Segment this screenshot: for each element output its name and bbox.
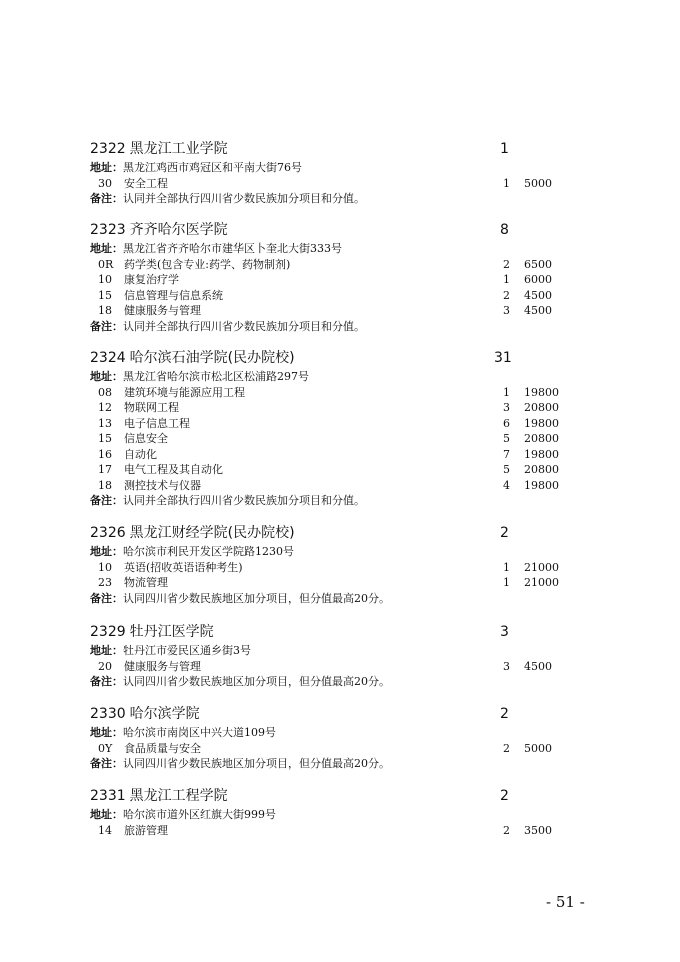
school-plan-count: 2 bbox=[500, 706, 509, 722]
school-code: 2331 bbox=[90, 788, 126, 804]
address-label: 地址： bbox=[90, 545, 123, 558]
address-text: 黑龙江鸡西市鸡冠区和平南大街76号 bbox=[123, 161, 302, 174]
address-line bbox=[90, 241, 590, 257]
major-plan: 5 bbox=[503, 432, 510, 445]
major-name: 信息管理与信息系统 bbox=[124, 288, 223, 302]
major-code: 10 bbox=[98, 560, 112, 574]
major-name: 物联网工程 bbox=[124, 401, 179, 414]
major-fee: 20800 bbox=[524, 463, 559, 476]
school-code: 2326 bbox=[90, 525, 126, 541]
school-header bbox=[90, 138, 590, 160]
school-block bbox=[90, 703, 590, 772]
address-text: 黑龙江省齐齐哈尔市建华区卜奎北大街333号 bbox=[123, 242, 342, 255]
major-fee: 19800 bbox=[524, 416, 559, 430]
school-header bbox=[90, 621, 590, 643]
major-fee: 19800 bbox=[524, 447, 559, 461]
major-code: 30 bbox=[98, 176, 112, 190]
major-code: 18 bbox=[98, 478, 112, 492]
note-text: 认同四川省少数民族地区加分项目，但分值最高20分。 bbox=[123, 757, 390, 770]
school-name: 黑龙江工业学院 bbox=[129, 141, 228, 157]
major-code: 12 bbox=[98, 401, 112, 414]
school-header bbox=[90, 522, 590, 544]
major-name: 旅游管理 bbox=[124, 823, 168, 837]
school-code: 2322 bbox=[90, 141, 126, 157]
school-code: 2323 bbox=[90, 222, 126, 238]
note-label: 备注： bbox=[90, 319, 123, 333]
major-name: 安全工程 bbox=[124, 176, 168, 190]
major-code: 14 bbox=[98, 823, 112, 837]
address-line bbox=[90, 369, 590, 385]
major-name: 建筑环境与能源应用工程 bbox=[124, 385, 245, 399]
major-row bbox=[90, 303, 590, 319]
major-name: 信息安全 bbox=[124, 432, 168, 445]
major-code: 18 bbox=[98, 304, 112, 317]
major-plan: 5 bbox=[503, 463, 510, 476]
note-line bbox=[90, 319, 590, 335]
major-fee: 6500 bbox=[524, 257, 552, 271]
major-plan: 1 bbox=[503, 176, 510, 190]
major-plan: 2 bbox=[503, 741, 510, 755]
major-row bbox=[90, 823, 590, 839]
major-plan: 2 bbox=[503, 288, 510, 302]
address-text: 哈尔滨市道外区红旗大街999号 bbox=[123, 808, 276, 821]
note-label: 备注： bbox=[90, 192, 123, 205]
school-name: 黑龙江工程学院 bbox=[129, 788, 228, 804]
note-line bbox=[90, 191, 590, 207]
major-row bbox=[90, 400, 590, 416]
major-name: 健康服务与管理 bbox=[124, 304, 201, 317]
school-block bbox=[90, 219, 590, 334]
school-header bbox=[90, 219, 590, 241]
school-header bbox=[90, 785, 590, 807]
address-line bbox=[90, 725, 590, 741]
major-plan: 1 bbox=[503, 385, 510, 399]
school-header bbox=[90, 347, 590, 369]
major-code: 10 bbox=[98, 273, 112, 286]
note-line bbox=[90, 493, 590, 509]
major-row bbox=[90, 176, 590, 192]
major-row bbox=[90, 272, 590, 288]
major-fee: 3500 bbox=[524, 823, 552, 837]
major-row bbox=[90, 447, 590, 463]
major-name: 物流管理 bbox=[124, 576, 168, 589]
major-fee: 4500 bbox=[524, 659, 552, 673]
address-label: 地址： bbox=[90, 242, 123, 255]
major-plan: 1 bbox=[503, 576, 510, 589]
major-row bbox=[90, 288, 590, 304]
school-name: 哈尔滨石油学院(民办院校) bbox=[129, 350, 295, 366]
address-label: 地址： bbox=[90, 808, 123, 821]
major-plan: 3 bbox=[503, 659, 510, 673]
school-block bbox=[90, 138, 590, 207]
school-plan-count: 8 bbox=[500, 222, 509, 238]
major-code: 0Y bbox=[98, 741, 113, 755]
address-text: 哈尔滨市南岗区中兴大道109号 bbox=[123, 726, 276, 739]
note-text: 认同四川省少数民族地区加分项目，但分值最高20分。 bbox=[123, 591, 390, 605]
major-row bbox=[90, 257, 590, 273]
major-row bbox=[90, 659, 590, 675]
school-plan-count: 31 bbox=[494, 350, 512, 366]
major-row bbox=[90, 385, 590, 401]
address-label: 地址： bbox=[90, 161, 123, 174]
school-plan-count: 1 bbox=[500, 141, 509, 157]
major-plan: 3 bbox=[503, 304, 510, 317]
note-text: 认同并全部执行四川省少数民族加分项目和分值。 bbox=[123, 192, 365, 205]
major-plan: 1 bbox=[503, 560, 510, 574]
address-line bbox=[90, 160, 590, 176]
school-name: 哈尔滨学院 bbox=[129, 706, 200, 722]
school-block bbox=[90, 522, 590, 606]
major-code: 15 bbox=[98, 288, 112, 302]
major-plan: 7 bbox=[503, 447, 510, 461]
major-fee: 19800 bbox=[524, 385, 559, 399]
major-row bbox=[90, 416, 590, 432]
major-name: 电子信息工程 bbox=[124, 416, 190, 430]
school-block bbox=[90, 621, 590, 690]
school-name: 齐齐哈尔医学院 bbox=[129, 222, 228, 238]
address-label: 地址： bbox=[90, 726, 123, 739]
major-name: 电气工程及其自动化 bbox=[124, 463, 223, 476]
major-code: 08 bbox=[98, 385, 112, 399]
page-number: - 51 - bbox=[546, 893, 585, 911]
school-plan-count: 2 bbox=[500, 788, 509, 804]
major-fee: 6000 bbox=[524, 273, 552, 286]
major-row bbox=[90, 431, 590, 447]
major-code: 20 bbox=[98, 659, 112, 673]
school-code: 2329 bbox=[90, 624, 126, 640]
school-block bbox=[90, 785, 590, 838]
address-label: 地址： bbox=[90, 644, 123, 657]
major-fee: 5000 bbox=[524, 741, 552, 755]
major-row bbox=[90, 575, 590, 591]
address-line bbox=[90, 544, 590, 560]
school-plan-count: 3 bbox=[500, 624, 509, 640]
school-name: 黑龙江财经学院(民办院校) bbox=[129, 525, 295, 541]
major-plan: 6 bbox=[503, 416, 510, 430]
note-label: 备注： bbox=[90, 494, 123, 507]
major-name: 英语(招收英语语种考生) bbox=[124, 560, 243, 574]
address-line bbox=[90, 807, 590, 823]
major-plan: 2 bbox=[503, 823, 510, 837]
major-code: 17 bbox=[98, 463, 112, 476]
address-label: 地址： bbox=[90, 370, 123, 383]
address-text: 黑龙江省哈尔滨市松北区松浦路297号 bbox=[123, 370, 309, 383]
note-label: 备注： bbox=[90, 675, 123, 688]
major-code: 0R bbox=[98, 257, 114, 271]
major-fee: 21000 bbox=[524, 576, 559, 589]
major-plan: 1 bbox=[503, 273, 510, 286]
major-name: 食品质量与安全 bbox=[124, 741, 201, 755]
school-name: 牡丹江医学院 bbox=[129, 624, 214, 640]
major-fee: 20800 bbox=[524, 432, 559, 445]
school-plan-count: 2 bbox=[500, 525, 509, 541]
school-block bbox=[90, 347, 590, 509]
address-text: 哈尔滨市利民开发区学院路1230号 bbox=[123, 545, 294, 558]
major-code: 23 bbox=[98, 576, 112, 589]
major-row bbox=[90, 560, 590, 576]
major-name: 健康服务与管理 bbox=[124, 659, 201, 673]
note-label: 备注： bbox=[90, 591, 123, 605]
major-fee: 21000 bbox=[524, 560, 559, 574]
major-plan: 4 bbox=[503, 478, 510, 492]
major-code: 13 bbox=[98, 416, 112, 430]
school-code: 2330 bbox=[90, 706, 126, 722]
note-label: 备注： bbox=[90, 757, 123, 770]
major-name: 药学类(包含专业:药学、药物制剂) bbox=[124, 257, 291, 271]
major-fee: 5000 bbox=[524, 176, 552, 190]
major-row bbox=[90, 462, 590, 478]
major-fee: 20800 bbox=[524, 401, 559, 414]
major-fee: 4500 bbox=[524, 288, 552, 302]
address-text: 牡丹江市爱民区通乡街3号 bbox=[123, 644, 251, 657]
major-code: 16 bbox=[98, 447, 112, 461]
major-row bbox=[90, 478, 590, 494]
note-line bbox=[90, 591, 590, 607]
major-fee: 4500 bbox=[524, 304, 552, 317]
major-name: 自动化 bbox=[124, 447, 157, 461]
major-code: 15 bbox=[98, 432, 112, 445]
note-text: 认同四川省少数民族地区加分项目，但分值最高20分。 bbox=[123, 675, 390, 688]
note-line bbox=[90, 756, 590, 772]
major-row bbox=[90, 741, 590, 757]
note-line bbox=[90, 674, 590, 690]
major-fee: 19800 bbox=[524, 478, 559, 492]
major-name: 康复治疗学 bbox=[124, 273, 179, 286]
school-code: 2324 bbox=[90, 350, 126, 366]
school-header bbox=[90, 703, 590, 725]
major-name: 测控技术与仪器 bbox=[124, 478, 201, 492]
note-text: 认同并全部执行四川省少数民族加分项目和分值。 bbox=[123, 319, 365, 333]
note-text: 认同并全部执行四川省少数民族加分项目和分值。 bbox=[123, 494, 365, 507]
major-plan: 3 bbox=[503, 401, 510, 414]
address-line bbox=[90, 643, 590, 659]
major-plan: 2 bbox=[503, 257, 510, 271]
